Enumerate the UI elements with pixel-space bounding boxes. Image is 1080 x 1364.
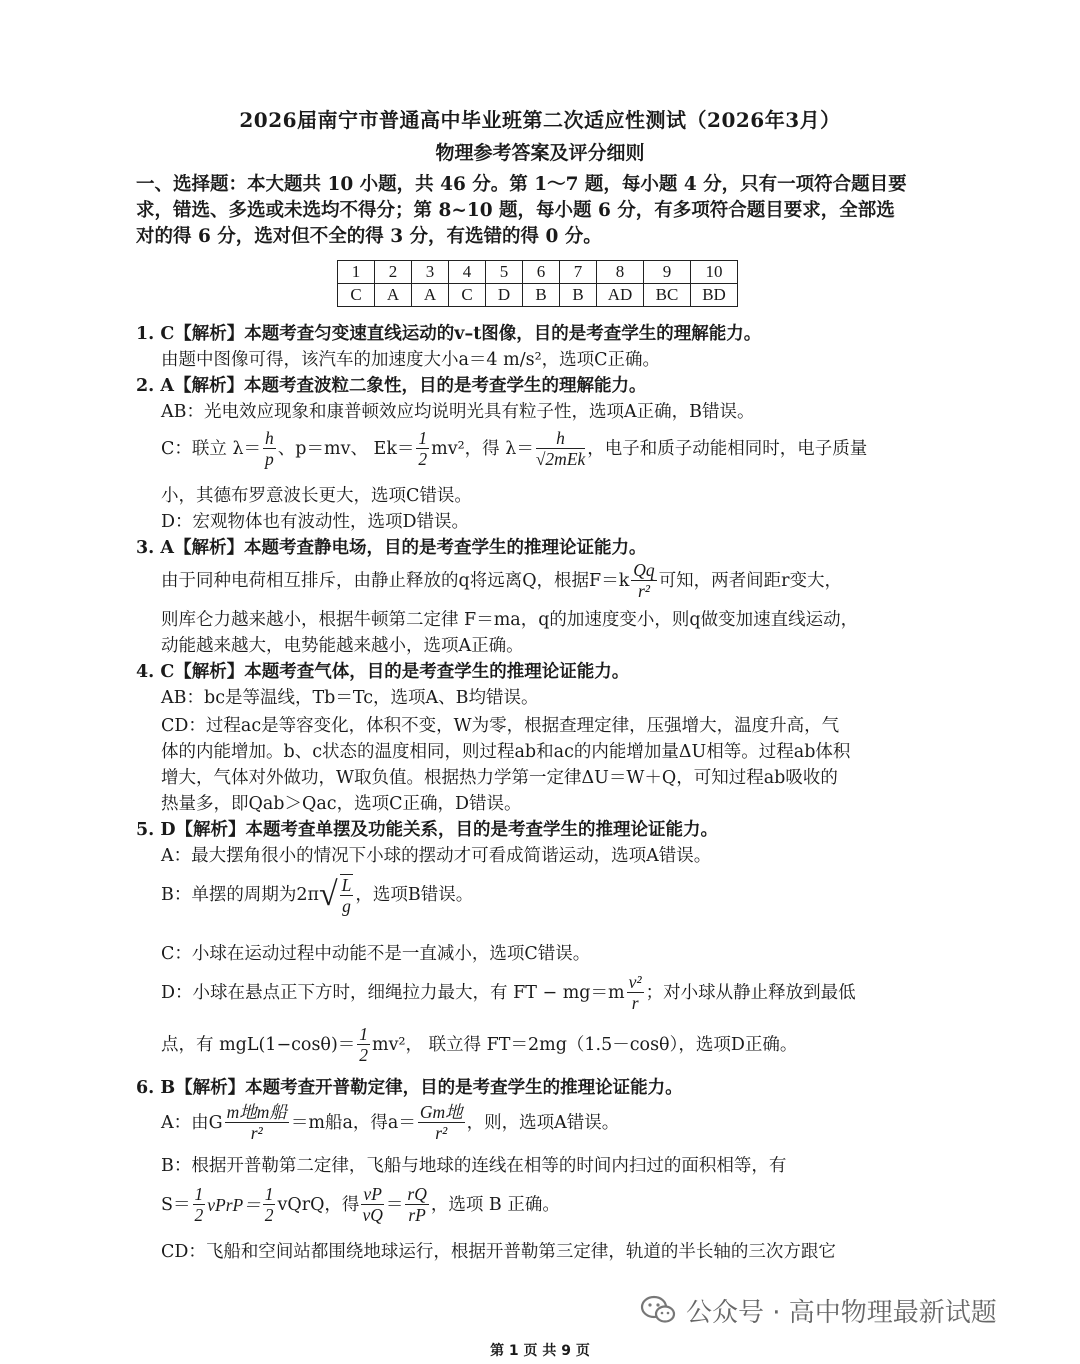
fraction [193, 1184, 206, 1225]
wechat-icon [640, 1295, 676, 1325]
table-cell: AD [597, 284, 644, 307]
fraction [627, 972, 644, 1013]
q4-text: 增大，气体对外做功，W取负值。根据热力学第一定律ΔU＝W＋Q，可知过程ab吸收的 [161, 768, 838, 788]
section-heading-line: 求，错选、多选或未选均不得分；第 8~10 题，每小题 6 分，有多项符合题目要求，全部选 [136, 200, 895, 221]
q5-a: A：最大摆角很小的情况下小球的摆动才可看成简谐运动，选项A错误。 [161, 846, 712, 866]
q6-cd: CD：飞船和空间站都围绕地球运行，根据开普勒第三定律，轨道的半长轴的三次方跟它 [161, 1242, 836, 1262]
denominator: r² [435, 1123, 448, 1143]
q6-b1: B：根据开普勒第二定律，飞船与地球的连线在相等的时间内扫过的面积相等，有 [161, 1156, 787, 1176]
table-cell: 9 [644, 261, 691, 284]
denominator: r² [637, 581, 651, 601]
watermark [640, 1290, 997, 1330]
numerator: 1 [264, 1184, 274, 1204]
text-span: S＝ [161, 1194, 191, 1215]
fraction [536, 428, 585, 469]
numerator: v² [628, 972, 642, 992]
q4-heading: 4. C【解析】本题考查气体，目的是考查学生的推理论证能力。 [136, 662, 630, 682]
page-number: 第 1 页 共 9 页 [490, 1343, 590, 1359]
text-span: ＝m船a，得a＝ [290, 1112, 416, 1133]
text-span: ，选项 B 正确。 [430, 1194, 560, 1215]
table-cell: BC [644, 284, 691, 307]
numerator: m地m船 [226, 1102, 287, 1122]
table-cell: BD [691, 284, 738, 307]
q6-a [161, 1102, 619, 1143]
text-span: ，则，选项A错误。 [466, 1112, 620, 1133]
table-cell: 8 [597, 261, 644, 284]
table-cell: 6 [523, 261, 560, 284]
text-span: D：小球在悬点正下方时，细绳拉力最大，有 FT − mg＝m [161, 982, 625, 1003]
denominator: p [265, 449, 274, 469]
text-span: mv²，得 λ＝ [431, 438, 534, 459]
answer-table [337, 260, 738, 307]
text-span: 、p＝mv、 Ek＝ [277, 438, 415, 459]
fraction [361, 1184, 383, 1225]
text-span: ；对小球从静止释放到最低 [645, 982, 856, 1003]
table-cell: 4 [449, 261, 486, 284]
text-span: 点，有 mgL(1−cosθ)＝ [161, 1034, 356, 1055]
q3-heading: 3. A【解析】本题考查静电场，目的是考查学生的推理论证能力。 [136, 538, 647, 558]
numerator: h [265, 428, 274, 448]
fraction [263, 1184, 276, 1225]
fraction [357, 1024, 370, 1065]
q3-text: 动能越来越大，电势能越来越小，选项A正确。 [161, 636, 524, 656]
table-cell: C [449, 284, 486, 307]
q4-text: AB：bc是等温线，Tb＝Tc，选项A、B均错误。 [161, 688, 539, 708]
q4-text: CD：过程ac是等容变化，体积不变，W为零，根据查理定律，压强增大，温度升高，气 [161, 716, 840, 736]
table-cell: A [375, 284, 412, 307]
fraction [631, 560, 656, 601]
numerator: Gm地 [419, 1102, 463, 1122]
table-cell: 7 [560, 261, 597, 284]
text-span: 由于同种电荷相互排斥，由静止释放的q将远离Q，根据F＝k [161, 570, 630, 591]
denominator: r [631, 993, 639, 1013]
sqrt-icon: √ [319, 876, 338, 913]
denominator: √2mEk [535, 449, 586, 469]
text-span: C：联立 λ＝ [161, 438, 262, 459]
answer-table-number-row [338, 261, 738, 284]
document-subtitle: 物理参考答案及评分细则 [435, 142, 645, 164]
table-cell: A [412, 284, 449, 307]
text-span: ，电子和质子动能相同时，电子质量 [587, 438, 868, 459]
document-title: 2026届南宁市普通高中毕业班第二次适应性测试（2026年3月） [239, 108, 841, 132]
answer-table-answer-row [338, 284, 738, 307]
q1-text: 由题中图像可得，该汽车的加速度大小a＝4 m/s²，选项C正确。 [161, 350, 661, 370]
q6-heading: 6. B【解析】本题考查开普勒定律，目的是考查学生的推理论证能力。 [136, 1078, 683, 1098]
table-cell: B [560, 284, 597, 307]
q2-ab: AB：光电效应现象和康普顿效应均说明光具有粒子性，选项A正确，B错误。 [161, 402, 755, 422]
fraction [405, 1184, 428, 1225]
text-span: A：由G [161, 1112, 223, 1133]
table-cell: 2 [375, 261, 412, 284]
numerator: vP [363, 1184, 382, 1204]
table-cell: 10 [691, 261, 738, 284]
denominator: g [342, 896, 351, 916]
table-cell: B [523, 284, 560, 307]
numerator: h [536, 428, 585, 449]
text-span: vQrQ，得 [277, 1194, 360, 1215]
q1-heading: 1. C【解析】本题考查匀变速直线运动的v–t图像，目的是考查学生的理解能力。 [136, 324, 762, 344]
fraction [263, 428, 276, 469]
text-span: 可知，两者间距r变大， [658, 570, 843, 591]
section-heading-line: 对的得 6 分，选对但不全的得 3 分，有选错的得 0 分。 [136, 226, 602, 247]
fraction [416, 428, 429, 469]
numerator: 1 [359, 1024, 369, 1044]
denominator: 2 [194, 1205, 204, 1225]
text-span: vPrP＝ [207, 1194, 261, 1215]
q5-d1 [161, 972, 856, 1013]
table-cell: 3 [412, 261, 449, 284]
q3-text: 则库仑力越来越小，根据牛顿第二定律 F＝ma，q的加速度变小，则q做变加速直线运动， [161, 610, 859, 630]
q5-d2 [161, 1024, 797, 1065]
table-cell: C [338, 284, 375, 307]
q6-b2 [161, 1184, 560, 1225]
denominator: rP [408, 1205, 426, 1225]
q2-c-cont: 小，其德布罗意波长更大，选项C错误。 [161, 486, 472, 506]
section-heading [136, 172, 946, 250]
table-cell: D [486, 284, 523, 307]
numerator: rQ [407, 1184, 427, 1204]
q2-d: D：宏观物体也有波动性，选项D错误。 [161, 512, 470, 532]
q5-heading: 5. D【解析】本题考查单摆及功能关系，目的是考查学生的推理论证能力。 [136, 820, 719, 840]
table-cell: 5 [486, 261, 523, 284]
q5-b [161, 874, 473, 916]
fraction [418, 1102, 465, 1143]
q3-formula-line [161, 560, 842, 601]
numerator: Qq [633, 560, 655, 580]
text-span: ，选项B错误。 [355, 885, 474, 905]
section-heading-line: 一、选择题：本大题共 10 小题，共 46 分。第 1～7 题，每小题 4 分，只有一项符合题目要 [136, 174, 907, 195]
fraction [340, 874, 354, 916]
text-span: mv²， 联立得 FT＝2mg（1.5－cosθ），选项D正确。 [372, 1034, 798, 1055]
q4-text: 热量多，即Qab＞Qac，选项C正确，D错误。 [161, 794, 522, 814]
text-span: ＝ [385, 1194, 404, 1215]
numerator: 1 [194, 1184, 204, 1204]
denominator: r² [250, 1123, 263, 1143]
q5-c: C：小球在运动过程中动能不是一直减小，选项C错误。 [161, 944, 591, 964]
q2-heading: 2. A【解析】本题考查波粒二象性，目的是考查学生的理解能力。 [136, 376, 647, 396]
table-cell: 1 [338, 261, 375, 284]
denominator: vQ [362, 1205, 383, 1225]
q2-c-formula [161, 428, 867, 469]
fraction [225, 1102, 289, 1143]
denominator: 2 [418, 449, 428, 469]
numerator: 1 [418, 428, 428, 448]
watermark-text: 公众号 · 高中物理最新试题 [686, 1297, 997, 1328]
text-span: B：单摆的周期为2π [161, 885, 319, 905]
q4-text: 体的内能增加。b、c状态的温度相同，则过程ab和ac的内能增加量ΔU相等。过程ab体积 [161, 742, 851, 762]
denominator: 2 [264, 1205, 274, 1225]
numerator: L [341, 875, 352, 895]
denominator: 2 [359, 1045, 369, 1065]
